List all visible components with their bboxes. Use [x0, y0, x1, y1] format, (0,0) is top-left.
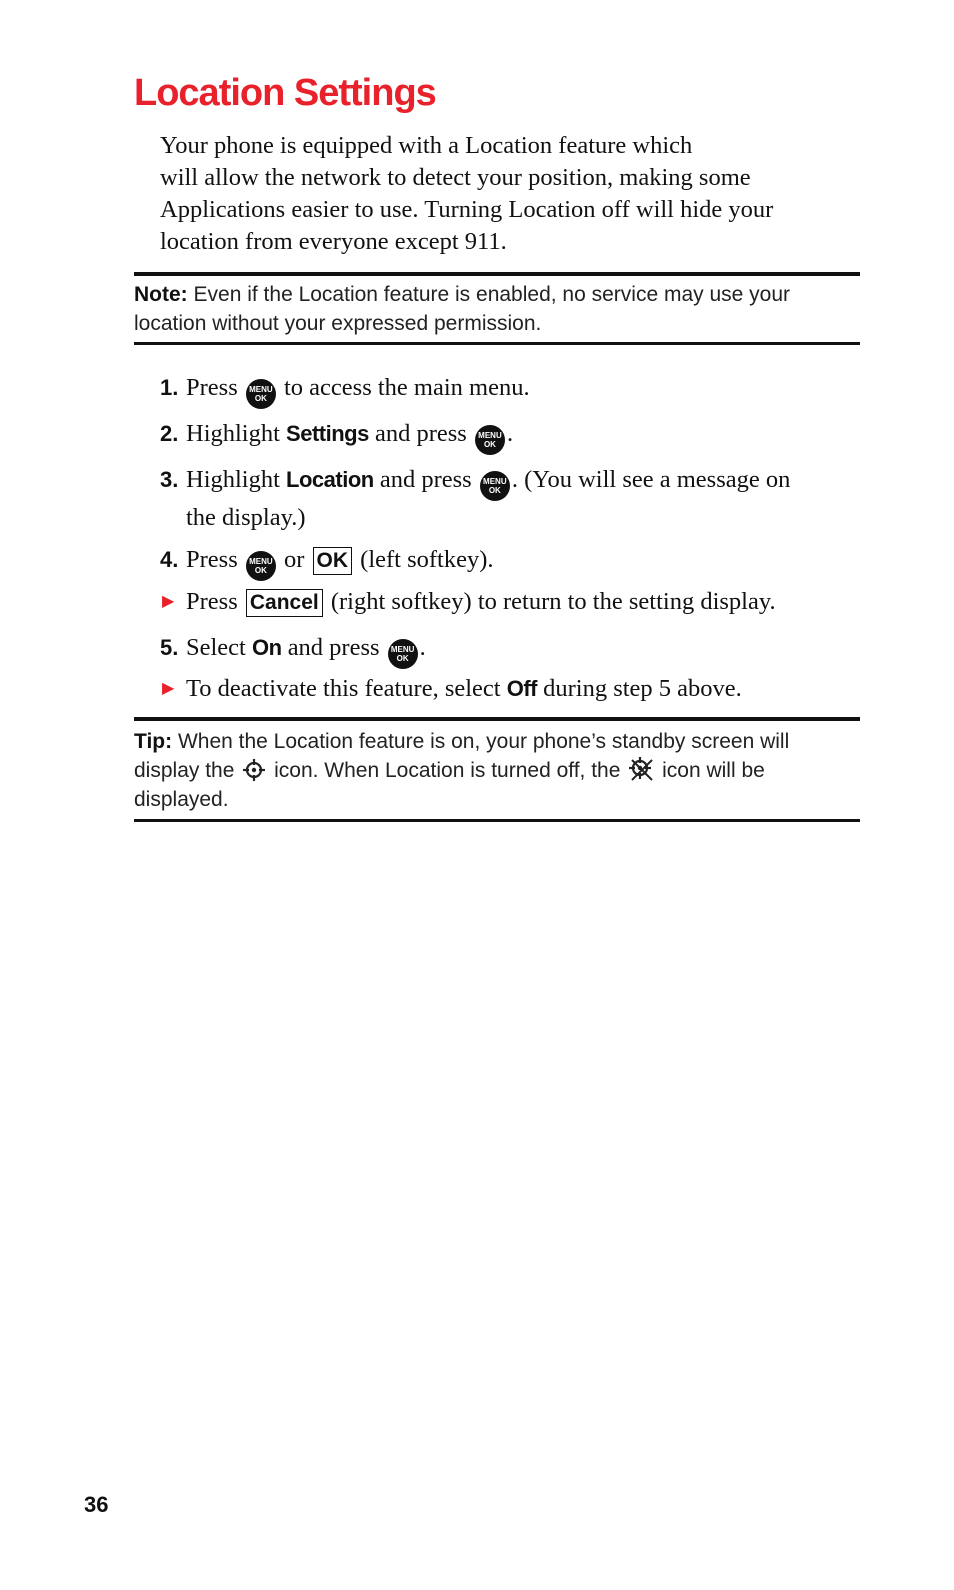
step-text: (left softkey). [360, 546, 494, 573]
tip-text: displayed. [134, 788, 229, 811]
step-text: or [283, 546, 305, 573]
step-text: To deactivate this feature, select [186, 675, 501, 702]
step-number: 3. [160, 467, 179, 492]
cancel-softkey-label: Cancel [246, 589, 323, 617]
note-text: Even if the Location feature is enabled, no service may use your [193, 283, 791, 306]
menu-ok-key-icon: MENU OK [480, 471, 510, 501]
step-number: 4. [160, 547, 179, 572]
step-text: and press [379, 466, 472, 493]
tip-label: Tip: [134, 730, 173, 753]
ok-softkey-label: OK [313, 547, 353, 575]
step-text: Press [186, 588, 238, 615]
tip-text: display the [134, 759, 235, 782]
menu-keyword: Settings [286, 421, 369, 446]
step-text: . [506, 420, 514, 447]
step-text: the display.) [186, 504, 306, 531]
step-text: (right softkey) to return to the setting display. [330, 588, 776, 615]
location-on-icon [242, 758, 266, 782]
step-text: Select [186, 634, 246, 661]
intro-line: will allow the network to detect your position, making some [160, 164, 751, 191]
note-text: location without your expressed permission. [134, 312, 542, 335]
step-text: Highlight [186, 420, 280, 447]
step-number: 5. [160, 635, 179, 660]
page-title: Location Settings [134, 72, 436, 114]
tip-text: icon will be [662, 759, 765, 782]
step-number: 1. [160, 375, 179, 400]
menu-ok-key-icon: MENU OK [475, 425, 505, 455]
intro-paragraph [160, 130, 850, 258]
step-text: during step 5 above. [543, 675, 742, 702]
note-box [134, 272, 860, 345]
intro-line: Applications easier to use. Turning Location off will hide your [160, 196, 774, 223]
tip-text: icon. When Location is turned off, the [274, 759, 621, 782]
menu-ok-key-icon: MENU OK [246, 551, 276, 581]
menu-ok-key-icon: MENU OK [388, 639, 418, 669]
intro-line: location from everyone except 911. [160, 228, 507, 255]
tip-box [134, 717, 860, 822]
bullet-arrow-icon: ▶ [162, 680, 175, 697]
tip-text: When the Location feature is on, your phone’s standby screen will [177, 730, 790, 753]
menu-ok-key-icon: MENU OK [246, 379, 276, 409]
step-text: Highlight [186, 466, 280, 493]
intro-line: Your phone is equipped with a Location feature which [160, 132, 693, 159]
step-text: . (You will see a message on [511, 466, 791, 493]
note-label: Note: [134, 283, 188, 306]
bullet-arrow-icon: ▶ [162, 593, 175, 610]
step-text: and press [287, 634, 380, 661]
page-number: 36 [84, 1492, 109, 1517]
menu-keyword: Location [286, 467, 374, 492]
step-text: to access the main menu. [283, 374, 530, 401]
step-text: and press [374, 420, 467, 447]
step-text: Press [186, 546, 238, 573]
menu-keyword: On [252, 635, 282, 660]
location-off-icon [628, 756, 654, 782]
step-text: . [419, 634, 426, 661]
step-number: 2. [160, 421, 179, 446]
menu-keyword: Off [506, 676, 537, 701]
step-text: Press [186, 374, 238, 401]
